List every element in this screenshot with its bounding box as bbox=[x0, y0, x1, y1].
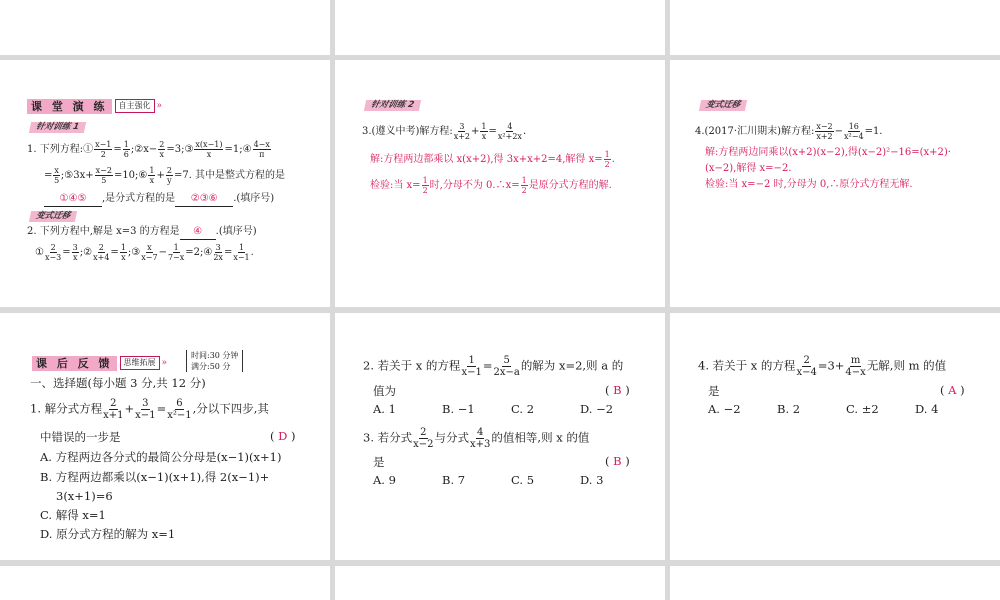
solution-line-1: 解:方程两边同乘以(x+2)(x−2),得(x−2)²−16=(x+2)· bbox=[705, 147, 951, 158]
section-title: 一、选择题(每小题 3 分,共 12 分) bbox=[30, 376, 206, 390]
time-score-box: 时间:30 分钟 满分:50 分 bbox=[186, 350, 243, 372]
option-c: C. 解得 x=1 bbox=[40, 508, 106, 522]
question-1-line-2: = $\frac{x}{5}$ ;⑤3x+ $\frac{x-2}{5}$ =10;⑥ $\frac{1}{x}$ + $\frac{2}{y}$ =7. 其中是整式方程的是 bbox=[44, 166, 286, 185]
question-1-line-2: 中错误的一步是 bbox=[40, 430, 121, 444]
question-4: 4.(2017·汇川期末)解方程: $\frac{x-2}{x+2}$ − $\frac{16}{\text{x²−4}}$ =1. bbox=[695, 122, 883, 141]
question-4-line-1: 4. 若关于 x 的方程 $\frac{2}{x-4}$ =3+ $\frac{m}{4-x}$ 无解,则 m 的值 bbox=[698, 355, 947, 378]
section-header-subtitle: 思维拓展 bbox=[120, 356, 160, 370]
section-header bbox=[32, 355, 167, 371]
solution-line-1: 解:方程两边都乘以 x(x+2),得 3x+x+2=4,解得 x= $\frac{1}{2}$ . bbox=[370, 150, 615, 169]
answer-blank: ①④⑤ bbox=[44, 192, 102, 207]
slide-panel-classroom-practice bbox=[0, 60, 330, 307]
exercise-tag: 针对训练 2 bbox=[364, 100, 421, 111]
answer-choice: ( D ) bbox=[270, 429, 296, 443]
slide-panel-question-4 bbox=[670, 313, 1000, 560]
slide-panel-bottom-left bbox=[0, 566, 330, 600]
answer-blank: ②③⑥ bbox=[175, 192, 233, 207]
double-arrow-icon: » bbox=[161, 358, 168, 368]
question-3-line-1: 3. 若分式 $\frac{2}{x-2}$ 与分式 $\frac{4}{x+3}$ 的值相等,则 x 的值 bbox=[363, 427, 590, 450]
question-4-line-2: 是 bbox=[708, 384, 720, 398]
question-2-line-1: 2. 若关于 x 的方程 $\frac{1}{x-1}$ = $\frac{5}{2x-a}$ 的解为 x=2,则 a 的 bbox=[363, 355, 624, 378]
question-4-options: A. −2 B. 2 C. ±2 D. 4 bbox=[708, 402, 939, 416]
slide-panel-after-class bbox=[0, 313, 330, 560]
slide-panel-exercise-2 bbox=[335, 60, 665, 307]
question-2-options: A. 1 B. −1 C. 2 D. −2 bbox=[373, 402, 614, 416]
option-b-continued: 3(x+1)=6 bbox=[56, 489, 113, 503]
section-header-subtitle: 自主强化 bbox=[115, 99, 155, 113]
answer-blank: ④ bbox=[180, 225, 216, 240]
question-3-line-2: 是 bbox=[373, 455, 385, 469]
solution-line-2: 检验:当 x= $\frac{1}{2}$ 时,分母不为 0.∴x= $\frac{1}{2}$ 是原分式方程的解. bbox=[370, 176, 612, 195]
slide-panel-bottom-right bbox=[670, 566, 1000, 600]
question-2-line-2: ① $\frac{2}{x-3}$ = $\frac{3}{x}$ ;② $\frac{2}{x+4}$ = $\frac{1}{x}$ ;③ $\frac{x}{x-7}$ − $\frac{1}{7-x}$ =2;④ $\frac{3}{2x}$ = $\frac{1}{x-1}$ . bbox=[35, 243, 254, 262]
question-3: 3.(遵义中考)解方程: $\frac{3}{x+2}$ + $\frac{1}{x}$ = $\frac{4}{\text{x²+2x}}$ . bbox=[362, 122, 527, 141]
slide-panel-questions-2-3 bbox=[335, 313, 665, 560]
answer-choice: ( A ) bbox=[940, 383, 965, 397]
slide-panel-variant bbox=[670, 60, 1000, 307]
slide-panel-bottom-middle bbox=[335, 566, 665, 600]
exercise-tag: 针对训练 1 bbox=[29, 122, 86, 133]
question-1-line-1: 1. 解分式方程 $\frac{2}{x+1}$ + $\frac{3}{x-1}$ = $\frac{6}{\text{x²−1}}$ ,分以下四步,其 bbox=[30, 398, 269, 421]
question-2-line-2: 值为 bbox=[373, 384, 396, 398]
answer-choice: ( B ) bbox=[605, 383, 630, 397]
question-2-line-1: 2. 下列方程中,解是 x=3 的方程是 ④ .(填序号) bbox=[27, 225, 257, 240]
slide-panel-top-right bbox=[670, 0, 1000, 55]
answer-choice: ( B ) bbox=[605, 454, 630, 468]
option-a: A. 方程两边各分式的最简公分母是(x−1)(x+1) bbox=[40, 450, 282, 464]
section-header bbox=[27, 98, 162, 114]
variant-tag: 变式迁移 bbox=[699, 100, 747, 111]
variant-tag: 变式迁移 bbox=[29, 211, 77, 222]
solution-line-2: (x−2),解得 x=−2. bbox=[705, 163, 792, 174]
section-header-title: 课 后 反 馈 bbox=[32, 356, 117, 371]
question-1-line-3: ①④⑤ ,是分式方程的是 ②③⑥ .(填序号) bbox=[44, 192, 274, 207]
section-header-title: 课 堂 演 练 bbox=[27, 99, 112, 114]
solution-line-3: 检验:当 x=−2 时,分母为 0,∴原分式方程无解. bbox=[705, 179, 913, 190]
double-arrow-icon: » bbox=[156, 101, 163, 111]
slide-panel-top-left bbox=[0, 0, 330, 55]
slide-panel-top-middle bbox=[335, 0, 665, 55]
option-d: D. 原分式方程的解为 x=1 bbox=[40, 527, 176, 541]
question-3-options: A. 9 B. 7 C. 5 D. 3 bbox=[373, 473, 604, 487]
option-b: B. 方程两边都乘以(x−1)(x+1),得 2(x−1)+ bbox=[40, 470, 270, 484]
question-1-line-1: 1. 下列方程:① $\frac{x-1}{2}$ = $\frac{1}{6}$ ;②x− $\frac{2}{x}$ =3;③ $\frac{x(x-1)}{x}$ =1;④ $\frac{4-x}{\pi}$ bbox=[27, 140, 270, 159]
